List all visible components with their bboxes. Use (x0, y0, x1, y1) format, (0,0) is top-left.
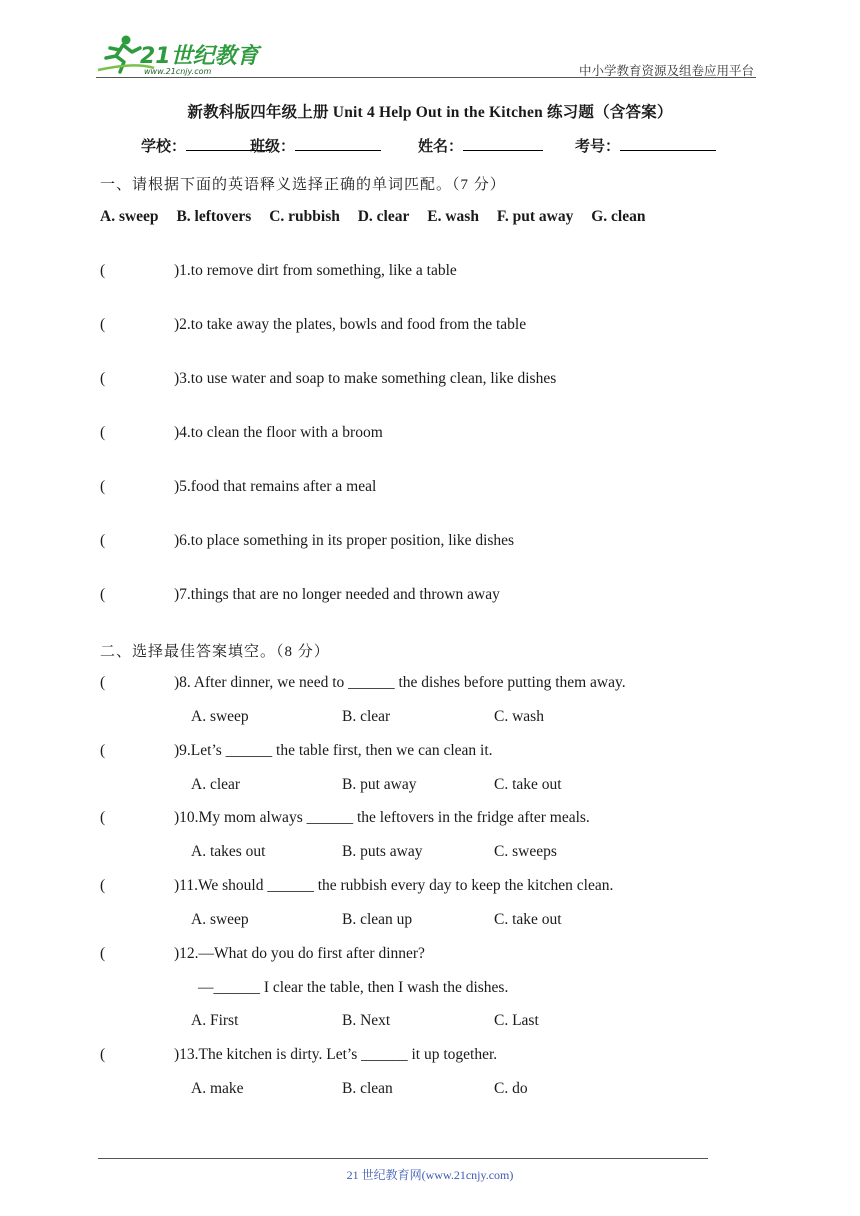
q8-choice-c: C. wash (494, 708, 544, 725)
footer-link[interactable]: 21 世纪教育网(www.21cnjy.com) (346, 1168, 514, 1182)
class-label: 班级： (250, 139, 296, 155)
option-g: G. clean (591, 208, 646, 225)
q12-choice-c: C. Last (494, 1012, 539, 1029)
question-9: )9.Let’s ______ the table first, then we can clean it. (174, 742, 493, 759)
school-label: 学校： (141, 139, 187, 155)
option-a: A. sweep (100, 208, 159, 225)
class-field[interactable] (250, 135, 381, 156)
question-7: )7.things that are no longer needed and thrown away (174, 586, 500, 603)
q9-choice-b: B. put away (342, 776, 417, 793)
question-10: )10.My mom always ______ the leftovers in the fridge after meals. (174, 809, 590, 826)
site-logo (94, 32, 264, 80)
q10-choice-a: A. takes out (191, 843, 266, 860)
q11-choice-c: C. take out (494, 911, 562, 928)
section2-heading: 二、选择最佳答案填空。（8 分） (100, 644, 330, 660)
word-options (100, 208, 645, 226)
q11-choice-a: A. sweep (191, 911, 249, 928)
answer-paren-8[interactable]: ( (100, 674, 106, 691)
answer-paren-2[interactable]: ( (100, 316, 106, 333)
option-d: D. clear (357, 208, 410, 225)
question-8: )8. After dinner, we need to ______ the dishes before putting them away. (174, 674, 626, 691)
q9-choice-c: C. take out (494, 776, 562, 793)
q10-choice-b: B. puts away (342, 843, 423, 860)
option-f: F. put away (496, 208, 574, 225)
q12-choice-b: B. Next (342, 1012, 391, 1029)
class-blank[interactable] (295, 135, 381, 151)
question-4: )4.to clean the floor with a broom (174, 424, 383, 441)
answer-paren-12[interactable]: ( (100, 945, 106, 962)
answer-paren-7[interactable]: ( (100, 586, 106, 603)
question-6: )6.to place something in its proper position, like dishes (174, 532, 515, 549)
logo-subtext: www.21cnjy.com (144, 67, 212, 76)
name-field[interactable] (418, 135, 543, 156)
answer-paren-11[interactable]: ( (100, 877, 106, 894)
q13-choice-c: C. do (494, 1080, 528, 1097)
option-b: B. leftovers (176, 208, 252, 225)
number-blank[interactable] (620, 135, 716, 151)
page-title: 新教科版四年级上册 Unit 4 Help Out in the Kitchen 练习题（含答案） (187, 104, 673, 121)
question-2: )2.to take away the plates, bowls and food from the table (174, 316, 527, 333)
question-12: )12.—What do you do first after dinner? (174, 945, 425, 962)
answer-paren-5[interactable]: ( (100, 478, 106, 495)
question-1: )1.to remove dirt from something, like a table (174, 262, 457, 279)
q13-choice-b: B. clean (342, 1080, 393, 1097)
q11-choice-b: B. clean up (342, 911, 413, 928)
q10-choice-c: C. sweeps (494, 843, 557, 860)
answer-paren-13[interactable]: ( (100, 1046, 106, 1063)
number-field[interactable] (575, 135, 716, 156)
footer-divider (98, 1158, 708, 1159)
answer-paren-4[interactable]: ( (100, 424, 106, 441)
q13-choice-a: A. make (191, 1080, 244, 1097)
logo-text: 21世纪教育 (140, 44, 259, 69)
q8-choice-a: A. sweep (191, 708, 249, 725)
question-5: )5.food that remains after a meal (174, 478, 377, 495)
question-11: )11.We should ______ the rubbish every day to keep the kitchen clean. (174, 877, 614, 894)
question-12-line2: —______ I clear the table, then I wash the dishes. (198, 979, 509, 996)
name-blank[interactable] (463, 135, 543, 151)
question-3: )3.to use water and soap to make something clean, like dishes (174, 370, 557, 387)
answer-paren-3[interactable]: ( (100, 370, 106, 387)
answer-paren-6[interactable]: ( (100, 532, 106, 549)
q12-choice-a: A. First (191, 1012, 239, 1029)
number-label: 考号： (575, 139, 621, 155)
answer-paren-10[interactable]: ( (100, 809, 106, 826)
header-divider (96, 77, 756, 78)
q9-choice-a: A. clear (191, 776, 241, 793)
q8-choice-b: B. clear (342, 708, 391, 725)
answer-paren-9[interactable]: ( (100, 742, 106, 759)
name-label: 姓名： (418, 139, 464, 155)
site-name: 中小学教育资源及组卷应用平台 (578, 64, 754, 78)
answer-paren-1[interactable]: ( (100, 262, 106, 279)
option-e: E. wash (427, 208, 479, 225)
section1-heading: 一、请根据下面的英语释义选择正确的单词匹配。（7 分） (100, 177, 506, 193)
question-13: )13.The kitchen is dirty. Let’s ______ it up together. (174, 1046, 498, 1063)
option-c: C. rubbish (269, 208, 340, 225)
